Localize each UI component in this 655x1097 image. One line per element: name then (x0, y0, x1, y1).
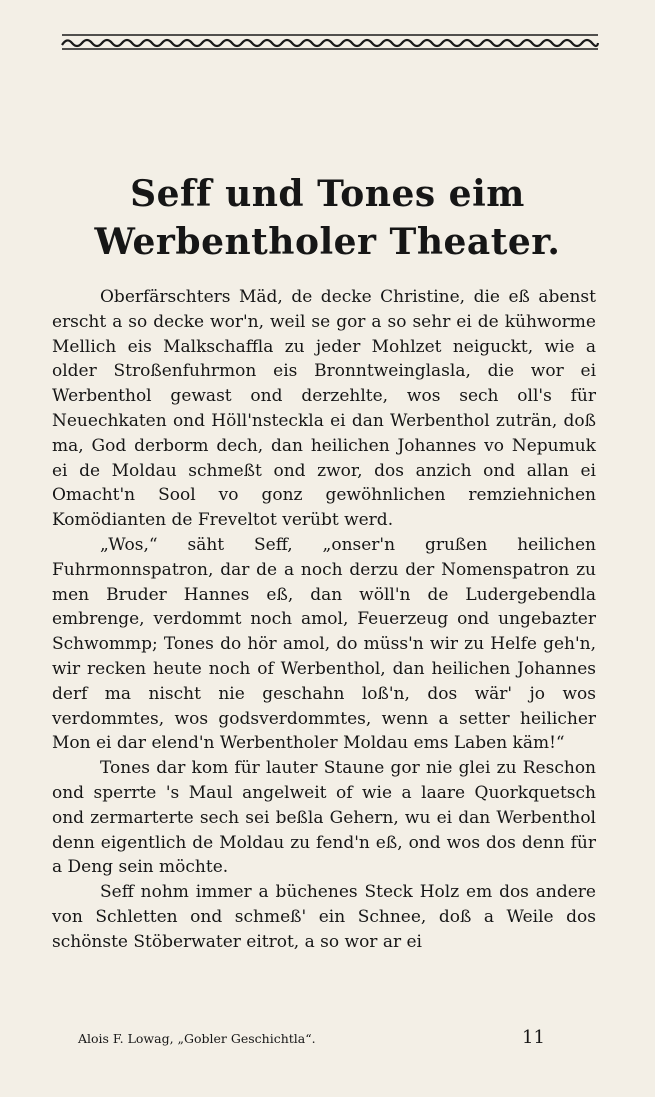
footer-author-source: Alois F. Lowag, „Gobler Geschichtla“. (78, 1031, 316, 1046)
story-body (52, 285, 596, 955)
paragraph-1: Oberfärschters Mäd, de decke Christine, die eß abenst erscht a so decke wor'n, weil se gor a so sehr ei de kühworme Mellich eis Malkschaffla zu jeder Mohlzet neiguckt, wie a older Stroßenfuhrmon eis Bronntweinglasla, die wor ei Werbenthol gewast ond derzehlte, wos sech oll's für Neuechkaten ond Höll'nsteckla ei dan Werbenthol zuträn, doß ma, God derborm dech, dan heilichen Johannes vo Nepumuk ei de Moldau schmeßt ond zwor, dos anzich ond allan ei Omacht'n Sool vo gonz gewöhnlichen remziehnichen Komödianten de Freveltot verübt werd. (52, 287, 596, 531)
story-title: Seff und Tones eim Werbentholer Theater. (94, 173, 561, 263)
page-number: 11 (522, 1027, 545, 1048)
paragraph-2: „Wos,“ säht Seff, „onser'n grußen heilichen Fuhrmonnspatron, dar de a noch derzu der Nomenspatron zu men Bruder Hannes eß, dan wöll'n de Ludergebendla embrenge, verdommt noch amol, Feuerzeug ond ungebazter Schwommp; Tones do hör amol, do müss'n wir zu Helfe geh'n, wir recken heute noch of Werbenthol, dan heilichen Johannes derf ma nischt nie geschahn loß'n, dos wär' jo wos verdommtes, wos godsverdommtes, wenn a setter heilicher Mon ei dar elend'n Werbentholer Moldau ems Laben käm!“ (52, 534, 596, 754)
decorative-header-ornament (60, 31, 600, 53)
paragraph-4: Seff nohm immer a büchenes Steck Holz em dos andere von Schletten ond schmeß' ein Schnee, doß a Weile dos schönste Stöberwater eitrot, a so wor ar ei (52, 882, 596, 952)
paragraph-3: Tones dar kom für lauter Staune gor nie glei zu Reschon ond sperrte 's Maul angelweit of wie a laare Quorkquetsch ond zermarterte sech sei beßla Gehern, wu ei dan Werbenthol denn eigentlich de Moldau zu fend'n eß, ond wos dos denn für a Deng sein möchte. (52, 758, 596, 878)
